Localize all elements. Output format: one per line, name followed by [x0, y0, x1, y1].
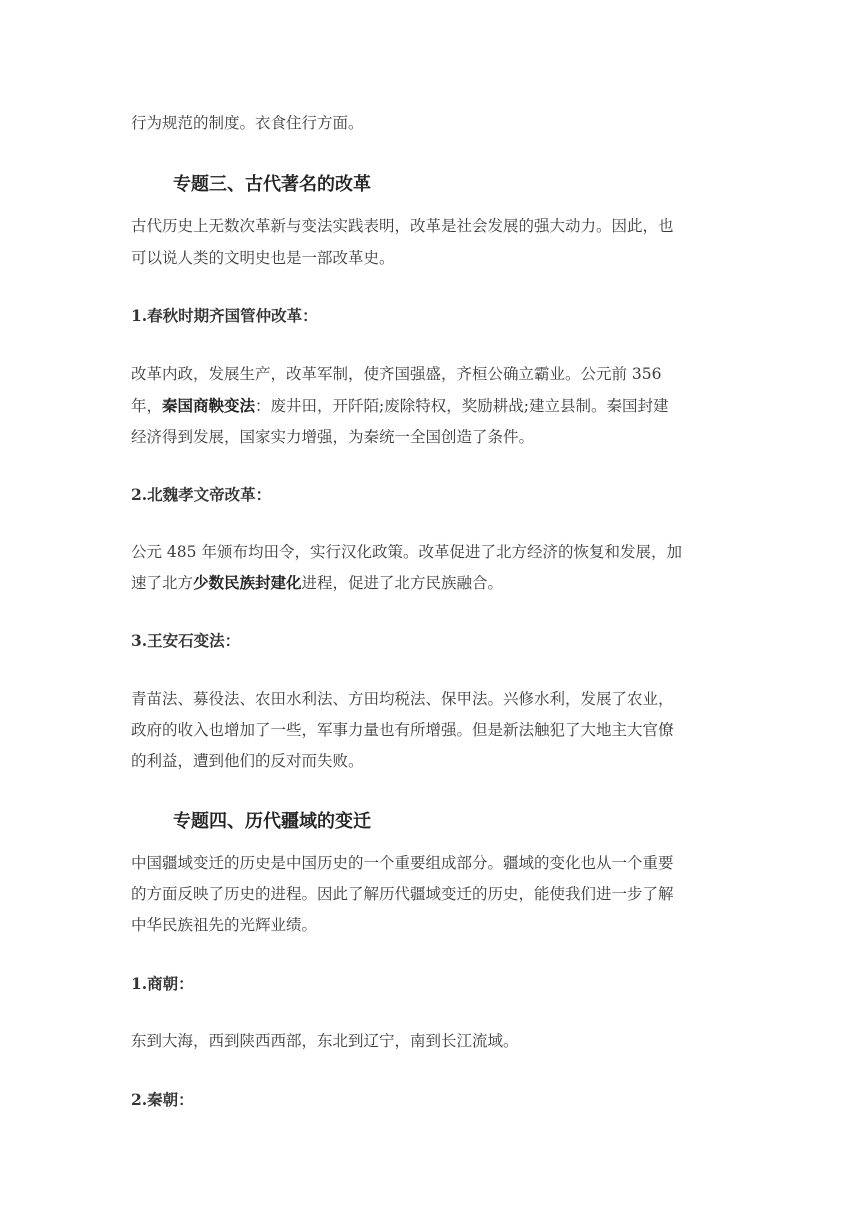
bold-term-shang-yang: 秦国商鞅变法: [162, 396, 256, 415]
section3-item1-line2: [131, 396, 668, 416]
section4-intro-line1: 中国疆域变迁的历史是中国历史的一个重要组成部分。疆域的变化也从一个重要: [131, 854, 674, 872]
section4-item1-line1: 东到大海，西到陕西西部，东北到辽宁，南到长江流域。: [131, 1032, 519, 1050]
section3-item1-line3: 经济得到发展，国家实力增强，为秦统一全国创造了条件。: [131, 428, 535, 446]
intro-tail-text: 行为规范的制度。衣食住行方面。: [131, 114, 364, 132]
section4-intro-line2: 的方面反映了历史的进程。因此了解历代疆域变迁的历史，能使我们进一步了解: [131, 885, 674, 903]
section3-item2-line1: 公元 485 年颁布均田令，实行汉化政策。改革促进了北方经济的恢复和发展，加: [131, 543, 682, 561]
section4-item2-title: 2.秦朝：: [131, 1090, 194, 1109]
section4-intro-line3: 中华民族祖先的光辉业绩。: [131, 916, 318, 934]
section3-item2-line2: [131, 573, 503, 593]
section3-item3-title: 3.王安石变法：: [131, 631, 241, 650]
section3-item2-title: 2.北魏孝文帝改革：: [131, 485, 272, 504]
section3-intro-line2: 可以说人类的文明史也是一部改革史。: [131, 249, 395, 267]
section4-item1-title: 1.商朝：: [131, 974, 194, 993]
bold-term-feudalization: 少数民族封建化: [193, 573, 302, 592]
section3-heading: 专题三、古代著名的改革: [173, 174, 371, 195]
text-span: 进程，促进了北方民族融合。: [301, 574, 504, 592]
text-span: 年，: [131, 397, 163, 415]
section3-item3-line2: 政府的收入也增加了一些，军事力量也有所增强。但是新法触犯了大地主大官僚: [131, 721, 674, 739]
section3-item3-line3: 的利益，遭到他们的反对而失败。: [131, 752, 364, 770]
text-span: 速了北方: [131, 574, 194, 592]
section3-item1-line1: 改革内政，发展生产，改革军制，使齐国强盛，齐桓公确立霸业。公元前 356: [131, 365, 662, 383]
section3-intro-line1: 古代历史上无数次革新与变法实践表明，改革是社会发展的强大动力。因此，也: [131, 217, 674, 235]
section3-item1-title: 1.春秋时期齐国管仲改革：: [131, 306, 318, 325]
section4-heading: 专题四、历代疆域的变迁: [173, 811, 371, 832]
section3-item3-line1: 青苗法、募役法、农田水利法、方田均税法、保甲法。兴修水利，发展了农业，: [131, 690, 674, 708]
text-span: ：废井田，开阡陌;废除特权，奖励耕战;建立县制。秦国封建: [255, 397, 669, 415]
